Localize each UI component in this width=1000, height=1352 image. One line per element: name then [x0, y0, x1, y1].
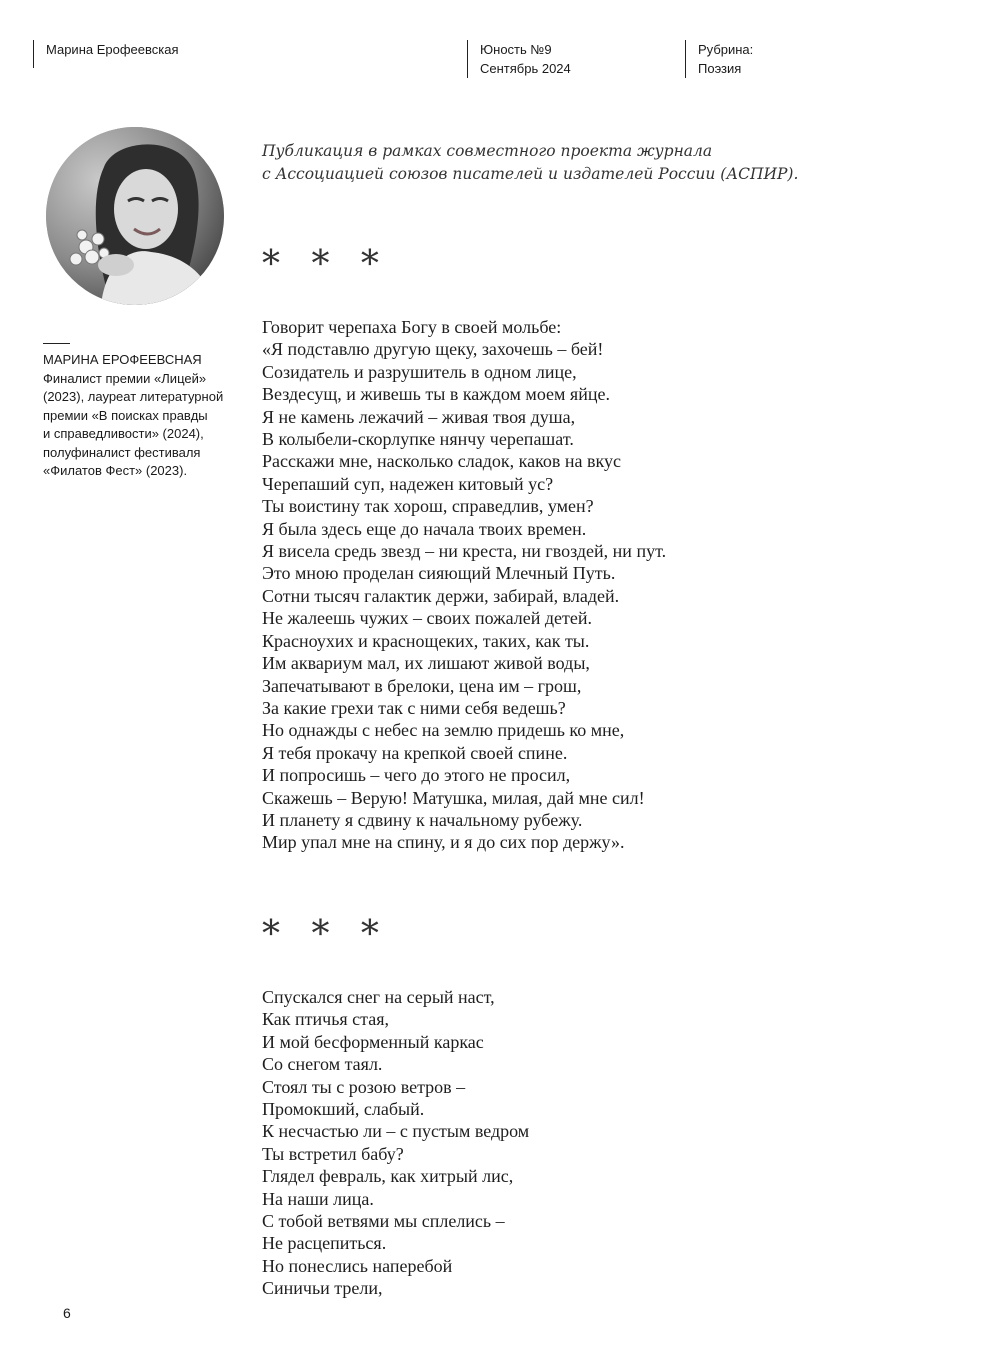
poem-line: Ты встретил бабу?	[262, 1143, 404, 1164]
header-author-name: Марина Ерофеевская	[46, 42, 179, 57]
poem-line: Созидатель и разрушитель в одном лице,	[262, 361, 577, 382]
header-rubric	[685, 40, 753, 78]
poem-line: Расскажи мне, насколько сладок, каков на вкус	[262, 451, 622, 472]
bio-line: «Филатов Фест» (2023).	[43, 463, 188, 478]
poem-line: На наши лица.	[262, 1188, 374, 1209]
poem-line: Но понеслись наперебой	[262, 1255, 453, 1276]
poem-line: С тобой ветвями мы сплелись –	[262, 1211, 505, 1232]
bio-line: Финалист премии «Лицей»	[43, 370, 207, 386]
header-author	[33, 40, 179, 68]
poem-line: Не расцепиться.	[262, 1233, 387, 1254]
poem-line: Спускался снег на серый наст,	[262, 987, 495, 1007]
poem-line: Не жалеешь чужих – своих пожалей детей.	[262, 608, 592, 629]
poem-line: Глядел февраль, как хитрый лис,	[262, 1166, 514, 1187]
poem-line: Как птичья стая,	[262, 1009, 390, 1030]
poem-line: Красноухих и краснощеких, таких, как ты.	[262, 630, 590, 651]
poem-line: Скажешь – Верую! Матушка, милая, дай мне сил!	[262, 787, 645, 808]
bio-line: и справедливости» (2024),	[43, 426, 204, 441]
publication-note-line: с Ассоциацией союзов писателей и издателей России (АСПИР).	[262, 165, 799, 183]
poem-line: Синичьи трели,	[262, 1278, 383, 1299]
header-issue	[467, 40, 571, 78]
poem-separator: * * *	[262, 914, 389, 955]
publication-note	[262, 140, 822, 186]
poem-line: Я не камень лежачий – живая твоя душа,	[262, 406, 576, 427]
poem-line: Ты воистину так хорош, справедлив, умен?	[262, 496, 594, 517]
poem-line: Со снегом таял.	[262, 1054, 383, 1075]
poem-1	[262, 316, 666, 854]
header-rubric-label: Рубрина:	[698, 42, 754, 57]
page-number: 6	[63, 1305, 71, 1321]
poem-line: «Я подставлю другую щеку, захочешь – бей!	[262, 339, 604, 360]
poem-line: Мир упал мне на спину, и я до сих пор держу».	[262, 832, 625, 853]
poem-line: Промокший, слабый.	[262, 1099, 425, 1120]
bio-line: полуфиналист фестиваля	[43, 444, 201, 460]
poem-line: Я была здесь еще до начала твоих времен.	[262, 518, 587, 539]
poem-2	[262, 986, 529, 1300]
poem-line: И мой бесформенный каркас	[262, 1031, 484, 1052]
poem-line: И попросишь – чего до этого не просил,	[262, 765, 571, 786]
header-rubric-value: Поэзия	[698, 61, 742, 76]
bio-line: премии «В поисках правды	[43, 407, 208, 423]
poem-line: Вездесущ, и живешь ты в каждом моем яйце.	[262, 384, 610, 405]
poem-separator: * * *	[262, 244, 389, 285]
bio-divider	[43, 343, 70, 344]
poem-line: В колыбели-скорлупке нянчу черепашат.	[262, 429, 574, 450]
bio-author-name: МАРИНА ЕРОФЕЕВСНАЯ	[43, 352, 202, 367]
author-bio	[43, 351, 253, 481]
poem-line: Это мною проделан сияющий Млечный Путь.	[262, 563, 616, 584]
poem-line: Я висела средь звезд – ни креста, ни гвоздей, ни пут.	[262, 541, 667, 562]
header-date: Сентябрь 2024	[480, 61, 571, 76]
publication-note-line: Публикация в рамках совместного проекта журнала	[262, 142, 713, 160]
poem-line: Я тебя прокачу на крепкой своей спине.	[262, 742, 568, 763]
poem-line: Сотни тысяч галактик держи, забирай, владей.	[262, 585, 620, 606]
poem-line: Говорит черепаха Богу в своей мольбе:	[262, 317, 562, 337]
poem-line: И планету я сдвину к начальному рубежу.	[262, 809, 583, 830]
poem-line: К несчастью ли – с пустым ведром	[262, 1121, 530, 1142]
bio-line: (2023), лауреат литературной	[43, 389, 224, 404]
poem-line: Но однажды с небес на землю придешь ко мне,	[262, 720, 625, 741]
poem-line: Им аквариум мал, их лишают живой воды,	[262, 653, 590, 674]
poem-line: За какие грехи так с ними себя ведешь?	[262, 697, 566, 718]
header-magazine: Юность №9	[480, 42, 552, 57]
poem-line: Стоял ты с розою ветров –	[262, 1076, 466, 1097]
poem-line: Черепаший суп, надежен китовый ус?	[262, 473, 554, 494]
poem-line: Запечатывают в брелоки, цена им – грош,	[262, 675, 582, 696]
author-portrait-image	[46, 127, 224, 305]
author-photo	[46, 127, 224, 305]
